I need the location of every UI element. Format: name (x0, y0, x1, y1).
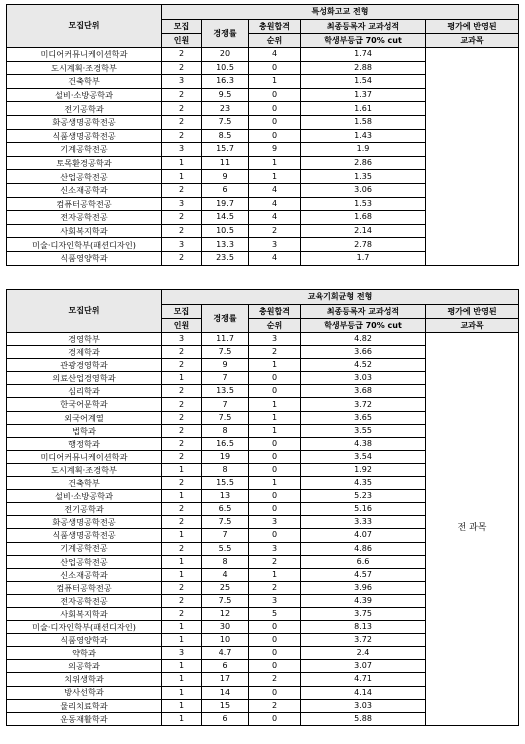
rate-cell: 14.5 (202, 211, 249, 225)
unit-cell: 경영학부 (7, 333, 162, 346)
rank-cell: 4 (249, 48, 301, 62)
rate-cell: 7.5 (202, 516, 249, 529)
rank-cell: 0 (249, 660, 301, 673)
quota-cell: 3 (162, 647, 202, 660)
rate-cell: 6 (202, 712, 249, 725)
rate-cell: 15.5 (202, 477, 249, 490)
subjects-cell (426, 48, 519, 266)
quota-cell: 1 (162, 621, 202, 634)
grade-cell: 1.37 (301, 88, 426, 102)
subject-header-line1: 평가에 반영된 (426, 20, 519, 34)
rank-cell: 1 (249, 170, 301, 184)
rank-cell: 0 (249, 503, 301, 516)
unit-cell: 식품영양학과 (7, 251, 162, 265)
rank-cell: 1 (249, 156, 301, 170)
quota-cell: 2 (162, 183, 202, 197)
quota-cell: 2 (162, 516, 202, 529)
grade-cell: 4.39 (301, 594, 426, 607)
quota-cell: 2 (162, 88, 202, 102)
rank-cell: 0 (249, 634, 301, 647)
unit-cell: 컴퓨터공학전공 (7, 581, 162, 594)
grade-cell: 3.72 (301, 634, 426, 647)
unit-cell: 한국어문학과 (7, 398, 162, 411)
rate-cell: 16.3 (202, 75, 249, 89)
grade-cell: 2.86 (301, 156, 426, 170)
grade-cell: 4.52 (301, 359, 426, 372)
rank-header-line1: 충원합격 (249, 305, 301, 319)
grade-cell: 4.86 (301, 542, 426, 555)
unit-cell: 설비·소방공학과 (7, 490, 162, 503)
grade-cell: 4.38 (301, 437, 426, 450)
grade-cell: 1.7 (301, 251, 426, 265)
rate-cell: 6.5 (202, 503, 249, 516)
unit-cell: 의공학과 (7, 660, 162, 673)
rate-cell: 17 (202, 673, 249, 686)
rank-header-line2: 순위 (249, 319, 301, 333)
quota-cell: 1 (162, 156, 202, 170)
quota-cell: 2 (162, 581, 202, 594)
rank-cell: 3 (249, 516, 301, 529)
grade-cell: 1.68 (301, 211, 426, 225)
rank-cell: 0 (249, 450, 301, 463)
unit-cell: 설비·소방공학과 (7, 88, 162, 102)
rank-cell: 1 (249, 75, 301, 89)
unit-cell: 건축학부 (7, 75, 162, 89)
unit-cell: 미디어커뮤니케이션학과 (7, 48, 162, 62)
grade-cell: 3.33 (301, 516, 426, 529)
grade-cell: 3.96 (301, 581, 426, 594)
unit-cell: 화공생명공학전공 (7, 516, 162, 529)
quota-cell: 2 (162, 503, 202, 516)
quota-cell: 1 (162, 660, 202, 673)
quota-cell: 1 (162, 568, 202, 581)
grade-cell: 1.53 (301, 197, 426, 211)
quota-cell: 2 (162, 251, 202, 265)
unit-cell: 방사선학과 (7, 686, 162, 699)
rate-cell: 6 (202, 183, 249, 197)
grade-cell: 5.16 (301, 503, 426, 516)
grade-cell: 4.71 (301, 673, 426, 686)
rate-header: 경쟁률 (202, 305, 249, 333)
unit-cell: 경제학과 (7, 346, 162, 359)
quota-cell: 3 (162, 333, 202, 346)
unit-cell: 관광경영학과 (7, 359, 162, 372)
unit-cell: 약학과 (7, 647, 162, 660)
grade-cell: 1.61 (301, 102, 426, 116)
rank-cell: 0 (249, 621, 301, 634)
rank-cell: 0 (249, 647, 301, 660)
rate-cell: 23 (202, 102, 249, 116)
grade-cell: 1.43 (301, 129, 426, 143)
rate-cell: 13.5 (202, 385, 249, 398)
rate-cell: 4.7 (202, 647, 249, 660)
unit-cell: 전기공학과 (7, 102, 162, 116)
grade-cell: 3.06 (301, 183, 426, 197)
rate-cell: 4 (202, 568, 249, 581)
subject-header-line2: 교과목 (426, 34, 519, 48)
rank-header-line2: 순위 (249, 34, 301, 48)
rate-cell: 11 (202, 156, 249, 170)
rank-cell: 0 (249, 437, 301, 450)
grade-cell: 4.14 (301, 686, 426, 699)
rate-cell: 8 (202, 424, 249, 437)
grade-cell: 1.35 (301, 170, 426, 184)
grade-cell: 6.6 (301, 555, 426, 568)
quota-cell: 1 (162, 463, 202, 476)
grade-cell: 2.14 (301, 224, 426, 238)
quota-cell: 3 (162, 238, 202, 252)
rate-cell: 14 (202, 686, 249, 699)
rank-cell: 1 (249, 424, 301, 437)
rank-cell: 2 (249, 581, 301, 594)
unit-cell: 도시계획·조경학부 (7, 61, 162, 75)
rate-cell: 13.3 (202, 238, 249, 252)
quota-header-line1: 모집 (162, 20, 202, 34)
rank-cell: 3 (249, 542, 301, 555)
quota-cell: 2 (162, 115, 202, 129)
unit-cell: 산업공학전공 (7, 555, 162, 568)
unit-cell: 신소재공학과 (7, 568, 162, 581)
rate-cell: 9.5 (202, 88, 249, 102)
rate-cell: 10.5 (202, 224, 249, 238)
unit-cell: 사회복지학과 (7, 607, 162, 620)
rate-cell: 11.7 (202, 333, 249, 346)
unit-cell: 전자공학전공 (7, 211, 162, 225)
quota-cell: 2 (162, 224, 202, 238)
grade-cell: 5.88 (301, 712, 426, 725)
unit-cell: 심리학과 (7, 385, 162, 398)
rate-cell: 7 (202, 398, 249, 411)
unit-cell: 도시계획·조경학부 (7, 463, 162, 476)
grade-cell: 4.07 (301, 529, 426, 542)
unit-cell: 법학과 (7, 424, 162, 437)
rank-cell: 2 (249, 224, 301, 238)
subject-header-line2: 교과목 (426, 319, 519, 333)
quota-cell: 1 (162, 170, 202, 184)
rate-cell: 19 (202, 450, 249, 463)
grade-cell: 4.35 (301, 477, 426, 490)
grade-header-line2: 학생부등급 70% cut (301, 319, 426, 333)
rate-cell: 7 (202, 372, 249, 385)
unit-header: 모집단위 (7, 5, 162, 48)
quota-cell: 1 (162, 712, 202, 725)
quota-cell: 2 (162, 102, 202, 116)
subject-header-line1: 평가에 반영된 (426, 305, 519, 319)
rank-header-line1: 충원합격 (249, 20, 301, 34)
unit-cell: 식품영양학과 (7, 634, 162, 647)
quota-cell: 2 (162, 607, 202, 620)
quota-cell: 2 (162, 129, 202, 143)
rank-cell: 4 (249, 211, 301, 225)
rate-cell: 9 (202, 359, 249, 372)
quota-cell: 2 (162, 48, 202, 62)
rank-cell: 1 (249, 568, 301, 581)
grade-header-line1: 최종등록자 교과성적 (301, 305, 426, 319)
rate-cell: 10 (202, 634, 249, 647)
rate-cell: 15.7 (202, 143, 249, 157)
unit-cell: 미술·디자인학부(패션디자인) (7, 238, 162, 252)
grade-cell: 3.07 (301, 660, 426, 673)
quota-cell: 1 (162, 673, 202, 686)
rank-cell: 2 (249, 673, 301, 686)
rate-cell: 8 (202, 555, 249, 568)
unit-cell: 외국어계열 (7, 411, 162, 424)
unit-cell: 사회복지학과 (7, 224, 162, 238)
unit-cell: 식품생명공학전공 (7, 129, 162, 143)
grade-cell: 3.55 (301, 424, 426, 437)
grade-cell: 3.65 (301, 411, 426, 424)
rank-cell: 1 (249, 398, 301, 411)
unit-cell: 화공생명공학전공 (7, 115, 162, 129)
rank-cell: 0 (249, 129, 301, 143)
table-title: 특성화고교 전형 (162, 5, 519, 20)
grade-cell: 1.92 (301, 463, 426, 476)
unit-cell: 물리치료학과 (7, 699, 162, 712)
rank-cell: 0 (249, 490, 301, 503)
rank-cell: 3 (249, 333, 301, 346)
quota-cell: 1 (162, 555, 202, 568)
grade-cell: 1.74 (301, 48, 426, 62)
subjects-cell: 전 과목 (426, 333, 519, 726)
rate-cell: 7.5 (202, 411, 249, 424)
quota-header-line1: 모집 (162, 305, 202, 319)
grade-cell: 2.78 (301, 238, 426, 252)
grade-cell: 3.54 (301, 450, 426, 463)
grade-cell: 2.88 (301, 61, 426, 75)
unit-cell: 토목환경공학과 (7, 156, 162, 170)
grade-header-line2: 학생부등급 70% cut (301, 34, 426, 48)
table-row (7, 333, 519, 346)
grade-cell: 1.58 (301, 115, 426, 129)
quota-cell: 2 (162, 437, 202, 450)
grade-cell: 3.03 (301, 699, 426, 712)
rank-cell: 5 (249, 607, 301, 620)
unit-cell: 운동재활학과 (7, 712, 162, 725)
grade-cell: 3.66 (301, 346, 426, 359)
rate-cell: 16.5 (202, 437, 249, 450)
grade-cell: 1.9 (301, 143, 426, 157)
rate-cell: 5.5 (202, 542, 249, 555)
rate-cell: 7.5 (202, 115, 249, 129)
unit-cell: 컴퓨터공학전공 (7, 197, 162, 211)
unit-cell: 미디어커뮤니케이션학과 (7, 450, 162, 463)
table-title: 교육기회균형 전형 (162, 290, 519, 305)
quota-cell: 2 (162, 477, 202, 490)
rank-cell: 9 (249, 143, 301, 157)
quota-cell: 2 (162, 424, 202, 437)
grade-cell: 3.75 (301, 607, 426, 620)
rank-cell: 0 (249, 463, 301, 476)
unit-cell: 기계공학전공 (7, 143, 162, 157)
table-row (7, 48, 519, 62)
rank-cell: 0 (249, 372, 301, 385)
grade-cell: 1.54 (301, 75, 426, 89)
rank-cell: 0 (249, 102, 301, 116)
quota-cell: 2 (162, 385, 202, 398)
quota-cell: 1 (162, 699, 202, 712)
rank-cell: 0 (249, 61, 301, 75)
quota-cell: 1 (162, 634, 202, 647)
rank-cell: 0 (249, 385, 301, 398)
quota-cell: 1 (162, 490, 202, 503)
quota-cell: 2 (162, 450, 202, 463)
unit-cell: 산업공학전공 (7, 170, 162, 184)
quota-cell: 2 (162, 594, 202, 607)
unit-cell: 의료산업경영학과 (7, 372, 162, 385)
unit-cell: 전자공학전공 (7, 594, 162, 607)
rate-cell: 23.5 (202, 251, 249, 265)
rate-cell: 7.5 (202, 594, 249, 607)
unit-cell: 미술·디자인학부(패션디자인) (7, 621, 162, 634)
unit-header: 모집단위 (7, 290, 162, 333)
rank-cell: 1 (249, 359, 301, 372)
quota-cell: 2 (162, 211, 202, 225)
grade-cell: 3.72 (301, 398, 426, 411)
rank-cell: 0 (249, 686, 301, 699)
unit-cell: 행정학과 (7, 437, 162, 450)
grade-cell: 4.82 (301, 333, 426, 346)
rank-cell: 1 (249, 477, 301, 490)
rate-cell: 25 (202, 581, 249, 594)
rank-cell: 4 (249, 183, 301, 197)
grade-cell: 8.13 (301, 621, 426, 634)
rate-cell: 7.5 (202, 346, 249, 359)
special-highschool-table (6, 4, 519, 266)
rate-cell: 12 (202, 607, 249, 620)
opportunity-balance-table (6, 289, 519, 726)
unit-cell: 전기공학과 (7, 503, 162, 516)
rank-cell: 0 (249, 712, 301, 725)
unit-cell: 건축학부 (7, 477, 162, 490)
rate-cell: 7 (202, 529, 249, 542)
quota-cell: 1 (162, 686, 202, 699)
rank-cell: 0 (249, 529, 301, 542)
grade-cell: 3.68 (301, 385, 426, 398)
grade-cell: 5.23 (301, 490, 426, 503)
rate-cell: 30 (202, 621, 249, 634)
quota-cell: 3 (162, 75, 202, 89)
quota-cell: 2 (162, 346, 202, 359)
rate-cell: 19.7 (202, 197, 249, 211)
rank-cell: 2 (249, 346, 301, 359)
rate-cell: 9 (202, 170, 249, 184)
rank-cell: 3 (249, 594, 301, 607)
quota-cell: 2 (162, 359, 202, 372)
rank-cell: 2 (249, 555, 301, 568)
quota-cell: 2 (162, 61, 202, 75)
rank-cell: 0 (249, 88, 301, 102)
unit-cell: 신소재공학과 (7, 183, 162, 197)
quota-cell: 2 (162, 411, 202, 424)
quota-cell: 1 (162, 372, 202, 385)
quota-cell: 1 (162, 529, 202, 542)
rank-cell: 1 (249, 411, 301, 424)
rate-cell: 6 (202, 660, 249, 673)
unit-cell: 치위생학과 (7, 673, 162, 686)
quota-header-line2: 인원 (162, 34, 202, 48)
grade-header-line1: 최종등록자 교과성적 (301, 20, 426, 34)
quota-cell: 3 (162, 197, 202, 211)
quota-cell: 2 (162, 398, 202, 411)
grade-cell: 2.4 (301, 647, 426, 660)
rate-cell: 8.5 (202, 129, 249, 143)
rate-cell: 8 (202, 463, 249, 476)
rank-cell: 4 (249, 251, 301, 265)
quota-header-line2: 인원 (162, 319, 202, 333)
rate-cell: 20 (202, 48, 249, 62)
rank-cell: 0 (249, 115, 301, 129)
rate-header: 경쟁률 (202, 20, 249, 48)
rate-cell: 15 (202, 699, 249, 712)
rate-cell: 10.5 (202, 61, 249, 75)
quota-cell: 2 (162, 542, 202, 555)
rank-cell: 3 (249, 238, 301, 252)
grade-cell: 4.57 (301, 568, 426, 581)
unit-cell: 식품생명공학전공 (7, 529, 162, 542)
rank-cell: 4 (249, 197, 301, 211)
grade-cell: 3.03 (301, 372, 426, 385)
rank-cell: 2 (249, 699, 301, 712)
unit-cell: 기계공학전공 (7, 542, 162, 555)
quota-cell: 3 (162, 143, 202, 157)
rate-cell: 13 (202, 490, 249, 503)
